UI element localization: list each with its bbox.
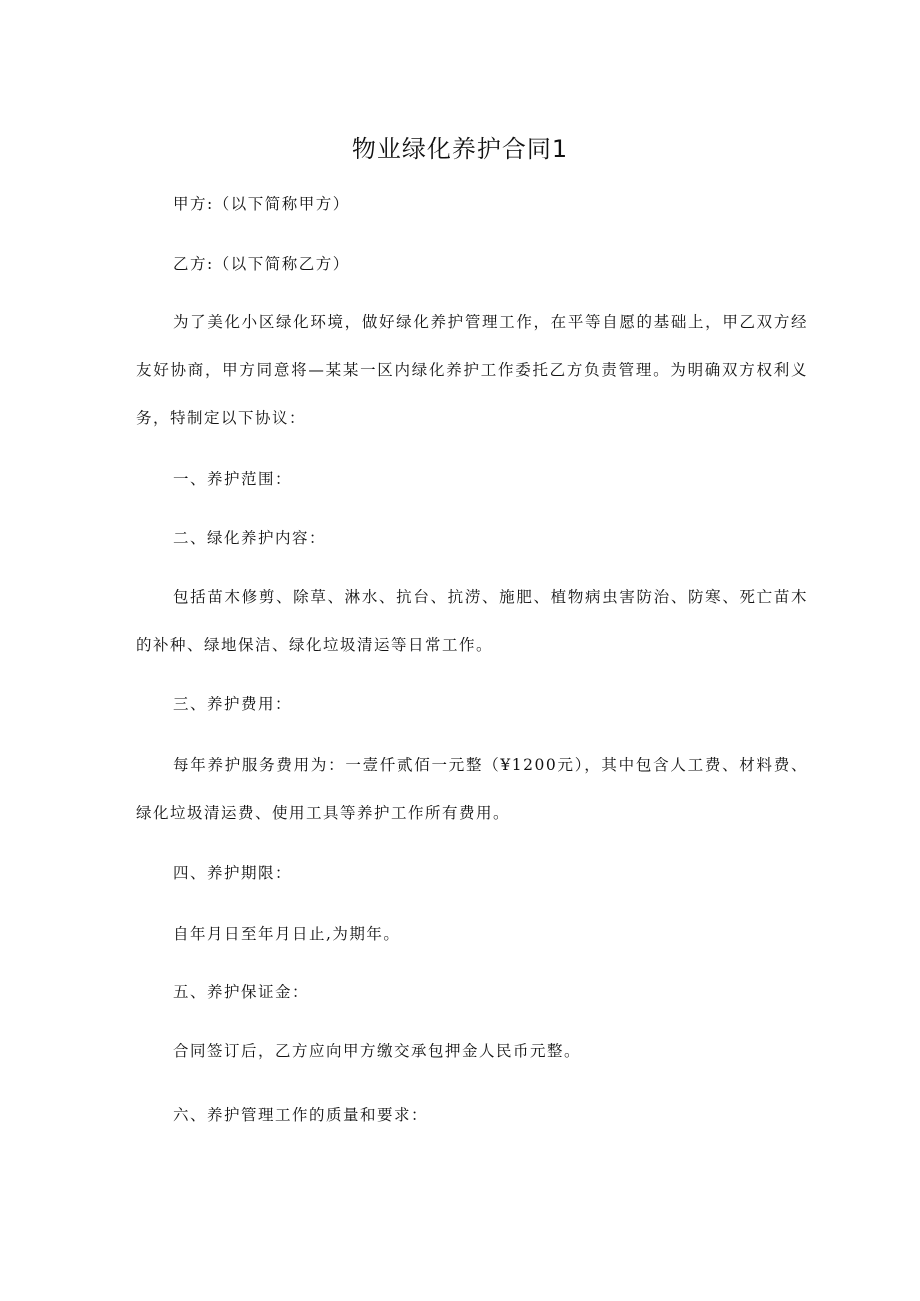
section-1-heading: 一、养护范围： xyxy=(173,470,293,488)
section-5-content: 合同签订后，乙方应向甲方缴交承包押金人民币元整。 xyxy=(173,1042,582,1060)
section-6-heading: 六、养护管理工作的质量和要求： xyxy=(173,1106,429,1124)
preamble-paragraph: 为了美化小区绿化环境，做好绿化养护管理工作，在平等自愿的基础上，甲乙双方经友好协商，甲方同意将—某某一区内绿化养护工作委托乙方负责管理。为明确双方权利义务，特制定以下协议： xyxy=(136,313,808,427)
section-3-heading: 三、养护费用： xyxy=(173,695,293,713)
section-2-content: 包括苗木修剪、除草、淋水、抗台、抗涝、施肥、植物病虫害防治、防寒、死亡苗木的补种、绿地保洁、绿化垃圾清运等日常工作。 xyxy=(136,588,808,654)
section-4-content: 自年月日至年月日止,为期年。 xyxy=(173,925,401,943)
party-a-line: 甲方:（以下简称甲方） xyxy=(173,195,350,213)
document-title: 物业绿化养护合同1 xyxy=(351,135,569,163)
section-5-heading: 五、养护保证金： xyxy=(173,983,310,1001)
section-3-content: 每年养护服务费用为：一壹仟贰佰一元整（¥1200元），其中包含人工费、材料费、绿化垃圾清运费、使用工具等养护工作所有费用。 xyxy=(136,756,808,822)
section-4-heading: 四、养护期限： xyxy=(173,864,293,882)
party-b-line: 乙方:（以下简称乙方） xyxy=(173,255,350,273)
section-2-heading: 二、绿化养护内容： xyxy=(173,529,327,547)
